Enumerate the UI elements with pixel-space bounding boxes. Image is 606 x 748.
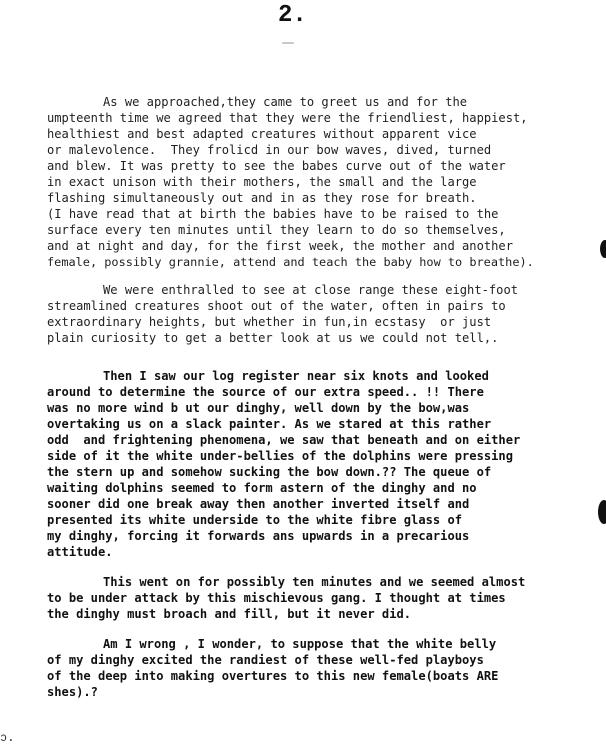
text-line: This went on for possibly ten minutes and we seemed almost (103, 575, 526, 589)
text-line: extraordinary heights, but whether in fun,in ecstasy or just (47, 315, 492, 329)
text-line: odd and frightening phenomena, we saw that beneath and on either (47, 433, 521, 447)
text-line: my dinghy, forcing it forwards ans upwards in a precarious (47, 529, 470, 543)
text-line: in exact unison with their mothers, the small and the large (47, 175, 477, 189)
corner-mark: ↄ. (0, 730, 15, 744)
text-line: umpteenth time we agreed that they were the friendliest, happiest, (47, 111, 528, 125)
text-line: waiting dolphins seemed to form astern of the dinghy and no (47, 481, 477, 495)
text-line: sooner did one break away then another inverted itself and (47, 497, 470, 511)
punch-hole-mark-top (600, 240, 606, 258)
text-line: surface every ten minutes until they learn to do so themselves, (47, 223, 506, 237)
text-line: overtaking us on a slack painter. As we stared at this rather (47, 417, 492, 431)
punch-hole-mark-bottom (598, 500, 606, 524)
text-line: Then I saw our log register near six knots and looked (103, 369, 489, 383)
smudge-mark (282, 42, 294, 44)
text-line: presented its white underside to the white fibre glass of (47, 513, 463, 527)
page-number: 2. (278, 2, 307, 29)
text-line: to be under attack by this mischievous gang. I thought at times (47, 591, 506, 605)
text-line: shes).? (47, 685, 98, 699)
text-line: was no more wind b ut our dinghy, well down by the bow,was (47, 401, 470, 415)
text-line: flashing simultaneously out and in as they rose for breath. (47, 191, 477, 205)
text-line: Am I wrong , I wonder, to suppose that the white belly (103, 637, 497, 651)
text-line: plain curiosity to get a better look at us we could not tell,. (47, 331, 499, 345)
text-line: We were enthralled to see at close range these eight-foot (103, 283, 519, 297)
text-line: the dinghy must broach and fill, but it never did. (47, 607, 412, 621)
text-line: the stern up and somehow sucking the bow down.?? The queue of (47, 465, 492, 479)
text-line: streamlined creatures shoot out of the water, often in pairs to (47, 299, 506, 313)
text-line: (I have read that at birth the babies have to be raised to the (47, 207, 499, 221)
text-line: or malevolence. They frolicd in our bow waves, dived, turned (47, 143, 492, 157)
text-line: As we approached,they came to greet us and for the (103, 95, 468, 109)
text-line: side of it the white under-bellies of the dolphins were pressing (47, 449, 513, 463)
text-line: around to determine the source of our extra speed.. !! There (47, 385, 484, 399)
text-line: of my dinghy excited the randiest of these well-fed playboys (47, 653, 484, 667)
text-line: healthiest and best adapted creatures without apparent vice (47, 127, 477, 141)
text-line: of the deep into making overtures to this new female(boats ARE (47, 669, 499, 683)
text-line: female, possibly grannie, attend and teach the baby how to breathe). (47, 255, 534, 269)
text-line: and blew. It was pretty to see the babes curve out of the water (47, 159, 506, 173)
text-line: and at night and day, for the first week, the mother and another (47, 239, 513, 253)
text-line: attitude. (47, 545, 113, 559)
